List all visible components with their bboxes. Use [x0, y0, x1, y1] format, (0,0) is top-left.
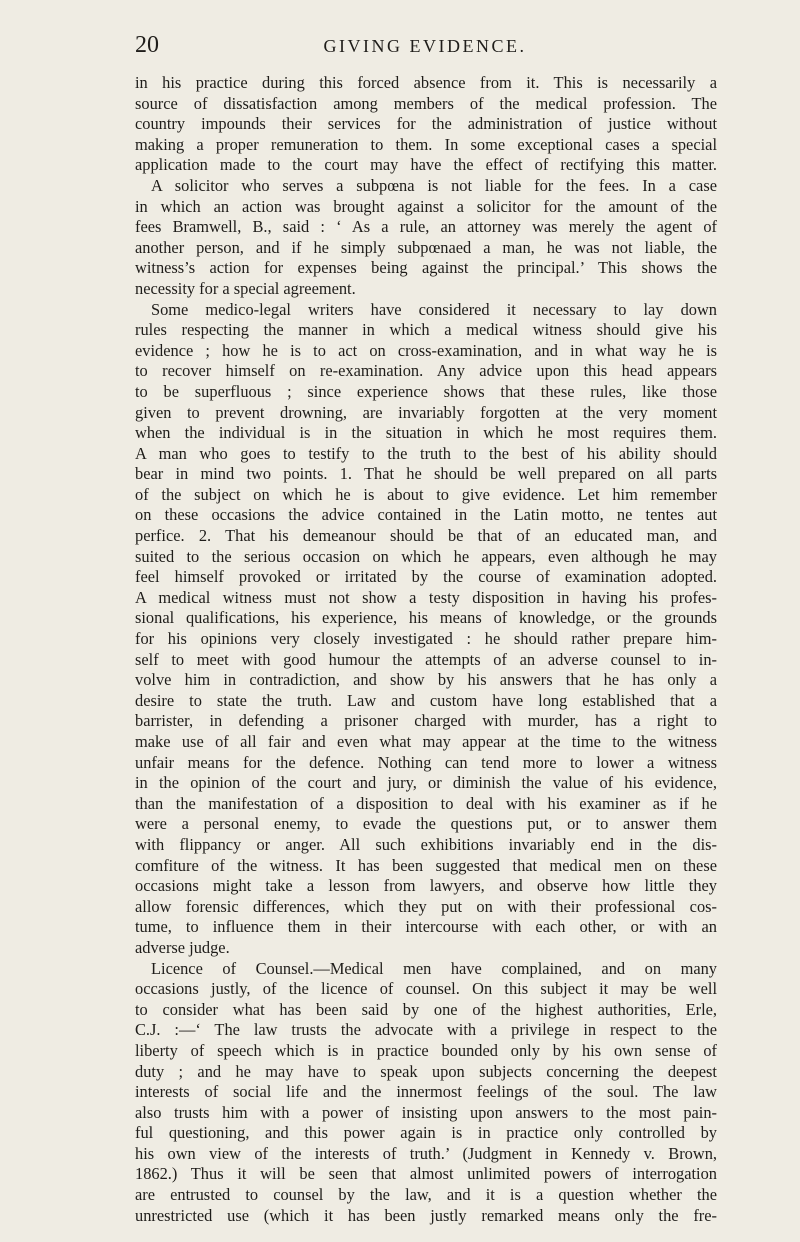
text-line: for his opinions very closely investigated : he should rather prepare him-: [135, 629, 717, 649]
text-line: comfiture of the witness. It has been suggested that medical men on these: [135, 855, 717, 875]
text-line: in his practice during this forced absence from it. This is necessarily a: [135, 73, 717, 92]
text-line: than the manifestation of a disposition to deal with his examiner as if he: [135, 793, 717, 813]
text-line: feel himself provoked or irritated by the course of examination adopted.: [135, 567, 717, 587]
text-line: desire to state the truth. Law and custom have long established that a: [135, 690, 717, 710]
text-line: his own view of the interests of truth.’ (Judgment in Kennedy v. Brown,: [135, 1143, 717, 1163]
text-line: sional qualifications, his experience, his means of knowledge, or the grounds: [135, 608, 717, 628]
text-line: perfice. 2. That his demeanour should be that of an educated man, and: [135, 526, 717, 546]
text-line: given to prevent drowning, are invariably forgotten at the very moment: [135, 402, 717, 422]
text-line: making a proper remuneration to them. In some exceptional cases a special: [135, 134, 717, 154]
text-line: barrister, in defending a prisoner charged with murder, has a right to: [135, 711, 717, 731]
text-line: fees Bramwell, B., said : ‘ As a rule, an attorney was merely the agent of: [135, 217, 717, 237]
text-line: make use of all fair and even what may appear at the time to the witness: [135, 732, 717, 751]
text-line: necessity for a special agreement.: [135, 278, 356, 298]
text-line: of the subject on which he is about to give evidence. Let him remember: [135, 484, 717, 504]
text-line: to be superfluous ; since experience shows that these rules, like those: [135, 381, 717, 401]
text-line: adverse judge.: [135, 937, 230, 957]
text-line: evidence ; how he is to act on cross-examination, and in what way he is: [135, 340, 717, 360]
text-line: rules respecting the manner in which a medical witness should give his: [135, 320, 717, 340]
text-line: in the opinion of the court and jury, or diminish the value of his evidence,: [135, 773, 717, 793]
text-line: to recover himself on re-examination. Any advice upon this head appears: [135, 361, 717, 381]
text-line: bear in mind two points. 1. That he should be well prepared on all parts: [135, 464, 717, 484]
running-title: GIVING EVIDENCE.: [323, 36, 527, 56]
text-line: application made to the court may have the effect of rectifying this matter.: [135, 155, 717, 175]
text-line: Licence of Counsel.—Medical men have complained, and on many: [151, 958, 717, 978]
running-head: [0, 32, 800, 58]
text-line: liberty of speech which is in practice bounded only by his own sense of: [135, 1040, 717, 1060]
text-line: C.J. :—‘ The law trusts the advocate with a privilege in respect to the: [135, 1020, 717, 1040]
text-line: allow forensic differences, which they put on with their professional cos-: [135, 896, 717, 916]
text-line: 1862.) Thus it will be seen that almost unlimited powers of interrogation: [135, 1164, 717, 1184]
text-line: duty ; and he may have to speak upon subjects concerning the deepest: [135, 1061, 717, 1081]
text-line: self to meet with good humour the attempts of an adverse counsel to in-: [135, 649, 717, 669]
text-line: to consider what has been said by one of the highest authorities, Erle,: [135, 999, 717, 1019]
text-line: with flippancy or anger. All such exhibitions invariably end in the dis-: [135, 834, 717, 854]
text-line: suited to the serious occasion on which he appears, even although he may: [135, 546, 717, 566]
text-line: when the individual is in the situation in which he most requires them.: [135, 423, 717, 443]
text-line: occasions might take a lesson from lawyers, and observe how little they: [135, 876, 717, 896]
text-line: A solicitor who serves a subpœna is not liable for the fees. In a case: [151, 175, 717, 195]
text-line: tume, to influence them in their intercourse with each other, or with an: [135, 917, 717, 937]
body-text: [135, 73, 717, 1226]
text-line: source of dissatisfaction among members of the medical profession. The: [135, 93, 717, 113]
text-line: on these occasions the advice contained in the Latin motto, ne tentes aut: [135, 505, 717, 525]
text-line: in which an action was brought against a solicitor for the amount of the: [135, 196, 717, 216]
text-line: were a personal enemy, to evade the questions put, or to answer them: [135, 814, 717, 834]
page-number: 20: [135, 32, 159, 58]
text-line: another person, and if he simply subpœnaed a man, he was not liable, the: [135, 237, 717, 257]
text-line: interests of social life and the innermost feelings of the soul. The law: [135, 1082, 717, 1102]
text-line: unrestricted use (which it has been justly remarked means only the fre-: [135, 1205, 717, 1225]
text-line: also trusts him with a power of insisting upon answers to the most pain-: [135, 1102, 717, 1122]
text-line: volve him in contradiction, and show by his answers that he has only a: [135, 670, 717, 690]
text-line: A man who goes to testify to the truth to the best of his ability should: [135, 443, 717, 463]
text-line: A medical witness must not show a testy disposition in having his profes-: [135, 587, 717, 607]
text-line: country impounds their services for the administration of justice without: [135, 114, 717, 134]
text-line: ful questioning, and this power again is in practice only controlled by: [135, 1123, 717, 1143]
text-line: Some medico-legal writers have considered it necessary to lay down: [151, 299, 717, 319]
text-line: unfair means for the defence. Nothing can tend more to lower a witness: [135, 752, 717, 772]
text-line: occasions justly, of the licence of counsel. On this subject it may be well: [135, 979, 717, 999]
text-line: witness’s action for expenses being against the principal.’ This shows the: [135, 258, 717, 278]
text-line: are entrusted to counsel by the law, and it is a question whether the: [135, 1185, 717, 1205]
